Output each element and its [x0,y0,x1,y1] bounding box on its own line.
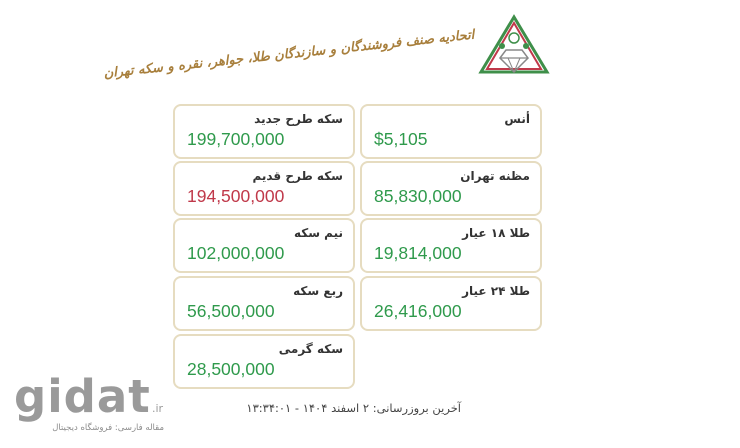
card-value: 199,700,000 [187,129,285,149]
card-value: 194,500,000 [187,186,285,206]
card-label: سکه طرح قدیم [252,169,343,183]
card-label: سکه طرح جدید [254,112,343,126]
card-value: 56,500,000 [187,301,275,321]
watermark [14,372,164,436]
price-card-new-coin [173,104,355,159]
card-label: ربع سکه [293,284,343,298]
price-card-old-coin [173,161,355,216]
card-label: أنس [504,112,530,126]
card-value: 28,500,000 [187,359,275,379]
header-title: اتحادیه صنف فروشندگان و سازندگان طلا، جواهر، نقره و سکه تهران [102,27,475,82]
last-update-text: آخرین بروزرسانی: ۲ اسفند ۱۴۰۴ - ۱۳:۳۴:۰۱ [246,401,461,415]
price-card-tehran-quote [360,161,542,216]
watermark-tld: .ir [152,402,164,415]
card-label: طلا ۱۸ عیار [462,226,530,240]
card-value: 102,000,000 [187,243,285,263]
price-card-half-coin [173,218,355,273]
card-value: 26,416,000 [374,301,462,321]
price-card-ounce [360,104,542,159]
header [0,0,740,90]
price-card-gold-18k [360,218,542,273]
card-value: 19,814,000 [374,243,462,263]
watermark-subtitle: مقاله فارسی: فروشگاه دیجیتال [52,423,164,433]
price-card-gram-coin [173,334,355,389]
card-label: طلا ۲۴ عیار [462,284,530,298]
card-label: مظنه تهران [460,169,530,183]
card-label: نیم سکه [293,226,343,240]
card-value: 85,830,000 [374,186,462,206]
price-card-quarter-coin [173,276,355,331]
watermark-brand: gidat [14,370,151,423]
card-value: $5,105 [374,129,428,149]
card-label: سکه گرمی [278,342,343,356]
price-card-gold-24k [360,276,542,331]
union-logo-icon [478,14,550,86]
